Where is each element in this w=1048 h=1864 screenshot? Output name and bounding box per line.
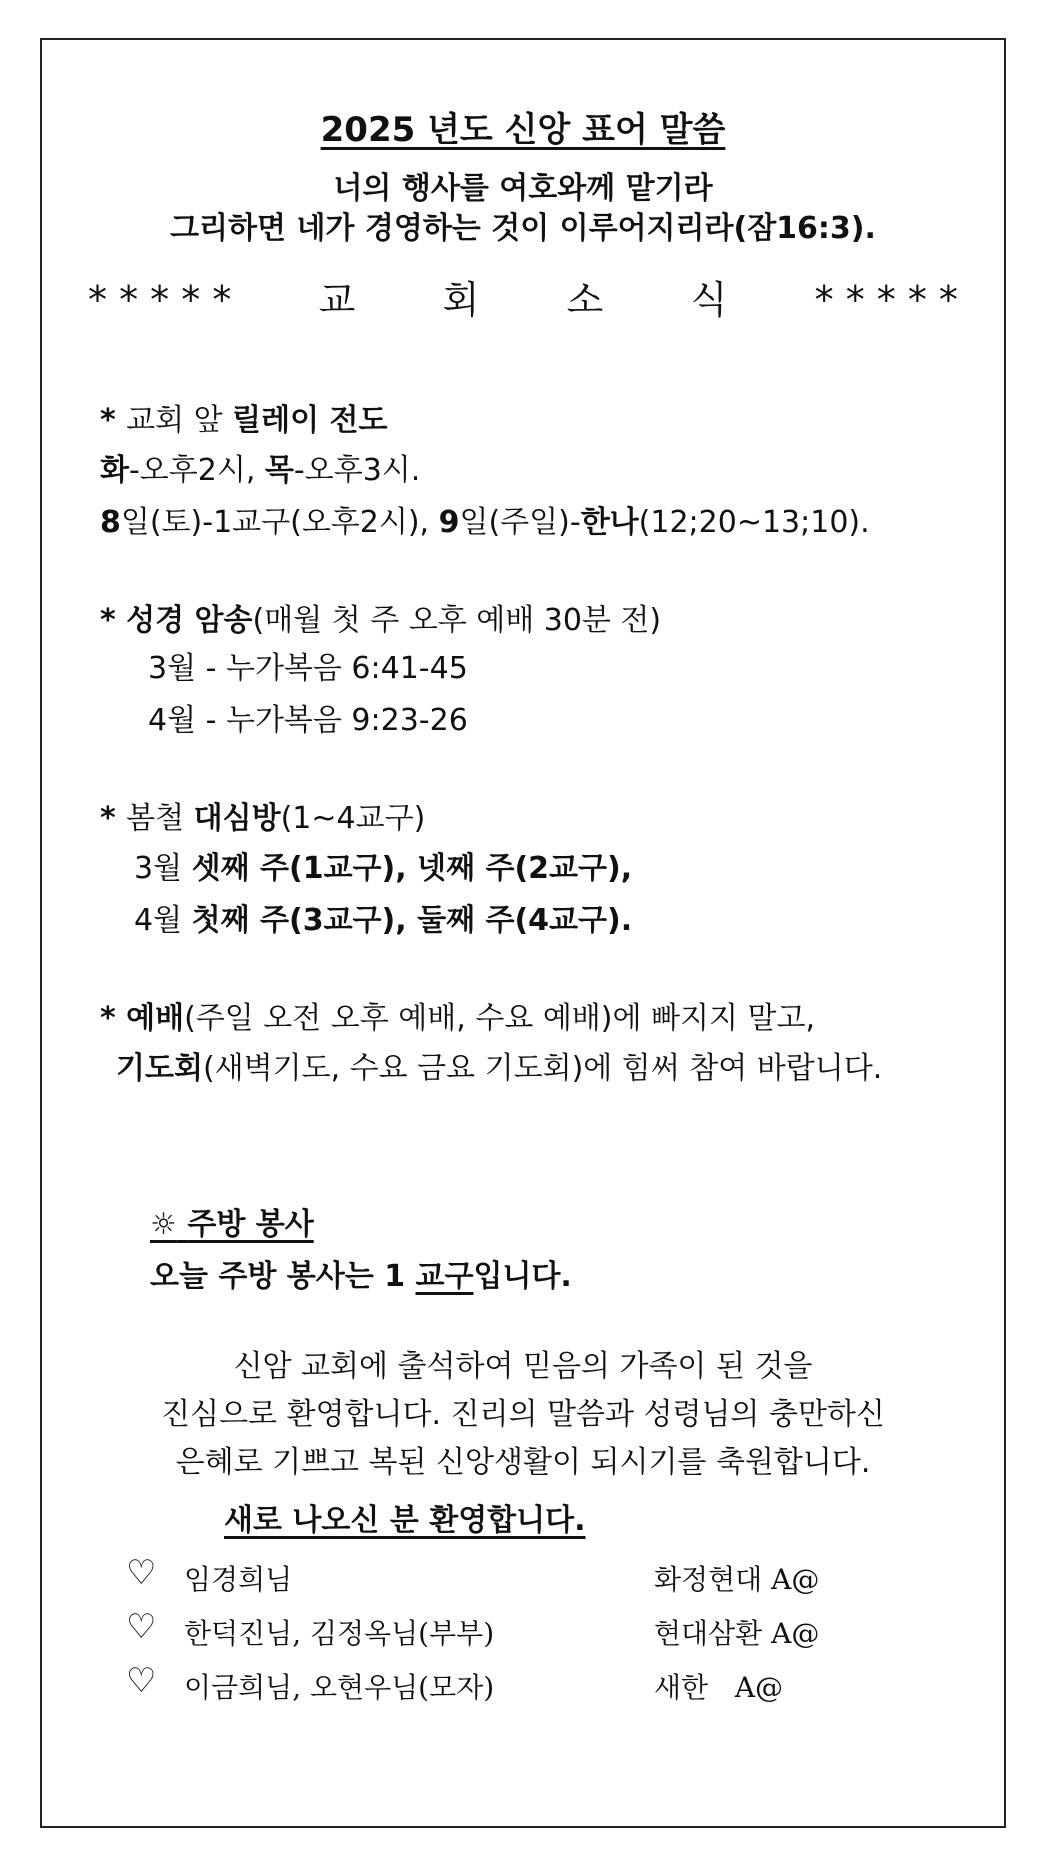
motto-title (40, 112, 1006, 149)
visitation-title-line (100, 802, 425, 835)
relay-thu-day: 목 (264, 453, 294, 488)
welcome-title (224, 1504, 586, 1537)
bible-march: 3월 - 누가복음 6:41-45 (148, 651, 468, 686)
bible-april: 4월 - 누가복음 9:23-26 (148, 703, 468, 738)
kitchen-text-line (150, 1260, 572, 1293)
news-header-char: 교 (318, 278, 356, 322)
kitchen-title: 주방 봉사 (187, 1207, 314, 1242)
visitation-range: (1~4교구) (280, 801, 426, 836)
heart-icon: ♡ (126, 1607, 157, 1647)
sun-icon: ☼ (150, 1207, 177, 1242)
relay-sun-group: 한나 (580, 505, 639, 540)
news-header-char: 소 (566, 278, 604, 322)
news-header (40, 280, 1006, 322)
bullet: * (100, 403, 127, 438)
relay-sat-day: 8 (100, 505, 121, 540)
kitchen-title-underlined (150, 1207, 314, 1242)
welcome-title-text: 새로 나오신 분 환영합니다. (224, 1503, 586, 1538)
newcomer-name: 임경희님 (184, 1563, 293, 1596)
worship-line-2-rest: (새벽기도, 수요 금요 기도회)에 힘써 참여 바랍니다. (202, 1051, 883, 1086)
worship-line-1 (100, 1002, 815, 1035)
heart-icon: ♡ (126, 1661, 157, 1701)
worship-line-1-rest: (주일 오전 오후 예배, 수요 예배)에 빠지지 말고, (184, 1001, 815, 1036)
relay-weekend-schedule (100, 506, 870, 539)
relay-weekday-times (100, 454, 420, 487)
newcomer-row (126, 1553, 886, 1596)
relay-sun-text: 일(주일)- (459, 505, 581, 540)
worship-title: 예배 (126, 1001, 185, 1036)
heart-icon: ♡ (126, 1553, 157, 1593)
bullet: * (100, 801, 127, 836)
bible-title-line (100, 604, 661, 637)
kitchen-group: 교구 (415, 1259, 474, 1294)
prayer-title: 기도회 (116, 1051, 203, 1086)
motto-line-2: 그리하면 네가 경영하는 것이 이루어지리라(잠16:3). (170, 211, 876, 246)
bullet: * (100, 1001, 127, 1036)
visitation-march-text: 셋째 주(1교구), 넷째 주(2교구), (191, 851, 633, 886)
newcomer-district: 새한 A@ (654, 1671, 784, 1704)
visitation-april (134, 904, 632, 937)
news-header-left-stars: * * * * * (88, 278, 232, 322)
welcome-line-2: 진심으로 환영합니다. 진리의 말씀과 성령님의 충만하신 (161, 1397, 885, 1432)
bible-note: (매월 첫 주 오후 예배 30분 전) (252, 603, 662, 638)
visitation-april-lead: 4월 (134, 903, 192, 938)
kitchen-text-after: 입니다. (473, 1259, 572, 1294)
motto-line-1: 너의 행사를 여호와께 맡기라 (333, 171, 713, 206)
worship-line-2 (116, 1052, 882, 1085)
relay-title: 릴레이 전도 (232, 403, 388, 438)
newcomer-row (126, 1661, 886, 1704)
visitation-march (134, 852, 632, 885)
welcome-line-1: 신암 교회에 출석하여 믿음의 가족이 된 것을 (233, 1349, 813, 1384)
newcomer-district: 화정현대 A@ (654, 1563, 820, 1596)
newcomer-row (126, 1607, 886, 1650)
motto-title-text: 2025 년도 신앙 표어 말씀 (320, 110, 726, 150)
relay-tue-day: 화 (100, 453, 129, 488)
relay-tue-time: -오후2시, (128, 453, 265, 488)
news-header-char: 회 (442, 278, 480, 322)
visitation-title: 대심방 (193, 801, 281, 836)
newcomer-name: 한덕진님, 김정옥님(부부) (184, 1617, 495, 1650)
bullet: * (100, 603, 127, 638)
visitation-lead: 봄철 (126, 801, 194, 836)
relay-sun-day: 9 (438, 505, 460, 540)
visitation-march-lead: 3월 (134, 851, 192, 886)
news-header-right-stars: * * * * * (814, 278, 958, 322)
relay-lead: 교회 앞 (126, 403, 233, 438)
kitchen-title-line (150, 1208, 314, 1241)
visitation-april-text: 첫째 주(3교구), 둘째 주(4교구). (191, 903, 633, 938)
newcomer-name: 이금희님, 오현우님(모자) (184, 1671, 495, 1704)
bible-title: 성경 암송 (126, 603, 253, 638)
kitchen-text-before: 오늘 주방 봉사는 1 (150, 1259, 416, 1294)
relay-sat-text: 일(토)-1교구(오후2시), (120, 505, 439, 540)
relay-sun-time: (12;20~13;10). (638, 505, 870, 540)
relay-thu-time: -오후3시. (293, 453, 421, 488)
welcome-line-3: 은혜로 기쁘고 복된 신앙생활이 되시기를 축원합니다. (175, 1445, 871, 1480)
relay-title-line (100, 404, 388, 437)
newcomer-district: 현대삼환 A@ (654, 1617, 820, 1650)
news-header-char: 식 (690, 278, 728, 322)
